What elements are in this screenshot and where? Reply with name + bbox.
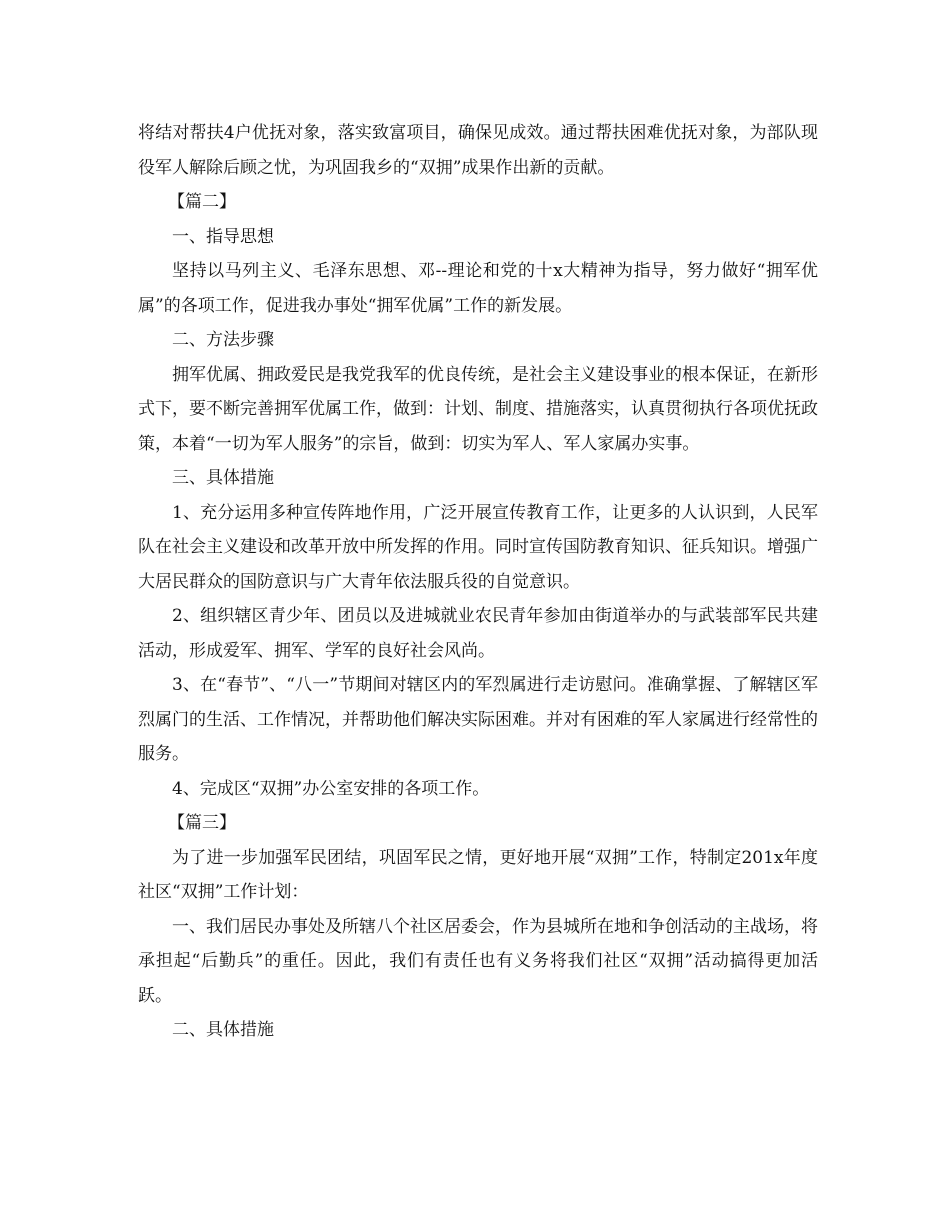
section-heading-part-two: 【篇二】 — [168, 192, 236, 212]
heading-specific-measures: 三、具体措施 — [172, 468, 274, 488]
measure-item-2: 2、组织辖区青少年、团员以及进城就业农民青年参加由街道举办的与武装部军民共建活动，形成爱军、拥军、学军的良好社会风尚。 — [138, 606, 818, 661]
heading-specific-measures-2: 二、具体措施 — [172, 1020, 274, 1040]
paragraph-guiding-ideology: 坚持以马列主义、毛泽东思想、邓--理论和党的十x大精神为指导，努力做好“拥军优属”的各项工作，促进我办事处“拥军优属”工作的新发展。 — [138, 261, 818, 316]
paragraph-1: 将结对帮扶4户优抚对象，落实致富项目，确保见成效。通过帮扶困难优抚对象，为部队现役军人解除后顾之忧，为巩固我乡的“双拥”成果作出新的贡献。 — [138, 123, 818, 178]
paragraph-intro-plan: 为了进一步加强军民团结，巩固军民之情，更好地开展“双拥”工作，特制定201x年度社区“双拥”工作计划： — [138, 847, 818, 902]
paragraph-point-one: 一、我们居民办事处及所辖八个社区居委会，作为县城所在地和争创活动的主战场，将承担起“后勤兵”的重任。因此，我们有责任也有义务将我们社区“双拥”活动搞得更加活跃。 — [138, 916, 818, 1006]
measure-item-4: 4、完成区“双拥”办公室安排的各项工作。 — [172, 778, 490, 799]
section-heading-part-three: 【篇三】 — [168, 813, 236, 833]
document-body — [138, 116, 818, 1048]
heading-method-steps: 二、方法步骤 — [172, 330, 274, 350]
measure-item-3: 3、在“春节”、“八一”节期间对辖区内的军烈属进行走访慰问。准确掌握、了解辖区军烈属门的生活、工作情况，并帮助他们解决实际困难。并对有困难的军人家属进行经常性的服务。 — [138, 675, 818, 764]
paragraph-method-steps: 拥军优属、拥政爱民是我党我军的优良传统，是社会主义建设事业的根本保证，在新形式下，要不断完善拥军优属工作，做到：计划、制度、措施落实，认真贯彻执行各项优抚政策，本着“一切为军人服务”的宗旨，做到：切实为军人、军人家属办实事。 — [138, 364, 818, 454]
measure-item-1: 1、充分运用多种宣传阵地作用，广泛开展宣传教育工作，让更多的人认识到，人民军队在社会主义建设和改革开放中所发挥的作用。同时宣传国防教育知识、征兵知识。增强广大居民群众的国防意识与广大青年依法服兵役的自觉意识。 — [138, 502, 818, 592]
heading-guiding-ideology: 一、指导思想 — [172, 226, 274, 247]
